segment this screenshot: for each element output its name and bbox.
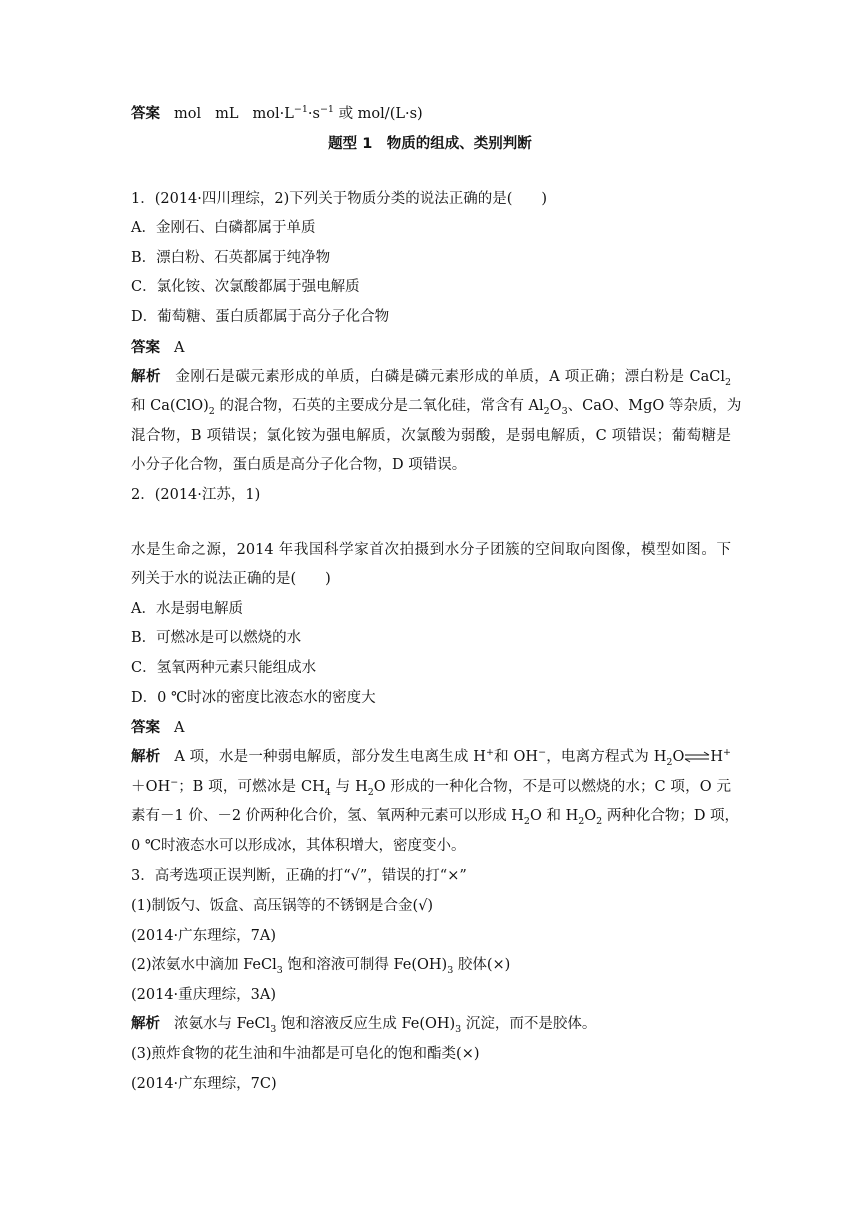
q1-analysis-line-3: 混合物，B 项错误；氯化铵为强电解质，次氯酸为弱酸，是弱电解质，C 项错误；葡萄糖是 bbox=[131, 428, 731, 444]
unit-rate: mol·L bbox=[252, 106, 294, 122]
q1-analysis-line-4: 小分子化合物，蛋白质是高分子化合物，D 项错误。 bbox=[131, 457, 467, 473]
answer-value: A bbox=[174, 340, 185, 356]
q1-analysis-line-1 bbox=[131, 367, 731, 387]
superscript: −1 bbox=[293, 104, 308, 116]
reversible-arrow-icon bbox=[684, 751, 710, 763]
item-text: 胶体(×) bbox=[453, 957, 511, 973]
q3-source-3: (2014·广东理综，7C) bbox=[131, 1076, 277, 1092]
item-text: 饱和溶液可制得 Fe(OH) bbox=[282, 957, 448, 973]
unit-rate-alt: 或 mol/(L·s) bbox=[333, 106, 423, 122]
superscript: −1 bbox=[319, 104, 334, 116]
q2-answer bbox=[131, 718, 731, 738]
analysis-text: ，电离方程式为 H bbox=[546, 749, 667, 765]
analysis-text: 和 OH bbox=[493, 749, 539, 765]
q1-option-d: D．葡萄糖、蛋白质都属于高分子化合物 bbox=[131, 309, 390, 325]
analysis-text: O bbox=[672, 749, 685, 765]
analysis-text: O bbox=[549, 398, 562, 414]
subscript: 4 bbox=[324, 786, 331, 798]
q1-answer bbox=[131, 338, 731, 358]
subscript: 3 bbox=[561, 405, 568, 417]
q3-source-1: (2014·广东理综，7A) bbox=[131, 928, 277, 944]
top-answer-line bbox=[131, 104, 731, 124]
q2-analysis-line-3 bbox=[131, 806, 740, 827]
q3-stem: 3．高考选项正误判断，正确的打“√”，错误的打“×” bbox=[131, 868, 467, 884]
q1-option-a: A．金刚石、白磷都属于单质 bbox=[131, 220, 316, 236]
analysis-text: 与 H bbox=[330, 779, 368, 795]
q2-analysis-line-2 bbox=[131, 777, 731, 797]
subscript: 2 bbox=[596, 815, 603, 827]
q2-option-a: A．水是弱电解质 bbox=[131, 601, 243, 617]
subscript: 3 bbox=[276, 964, 283, 976]
analysis-text: H bbox=[710, 749, 724, 765]
analysis-text: A 项，水是一种弱电解质，部分发生电离生成 H bbox=[174, 749, 486, 765]
q2-analysis-line-4: 0 ℃时液态水可以形成冰，其体积增大，密度变小。 bbox=[131, 838, 466, 854]
q3-item-2 bbox=[131, 955, 731, 975]
answer-label: 答案 bbox=[131, 106, 160, 122]
analysis-text: O bbox=[584, 808, 597, 824]
analysis-text: O 和 H bbox=[529, 808, 579, 824]
q2-option-d: D．0 ℃时冰的密度比液态水的密度大 bbox=[131, 690, 376, 706]
subscript: 2 bbox=[724, 376, 731, 388]
q2-text-line-2: 列关于水的说法正确的是( ) bbox=[131, 571, 331, 587]
subscript: 3 bbox=[447, 964, 454, 976]
q3-item-3: (3)煎炸食物的花生油和牛油都是可皂化的饱和酯类(×) bbox=[131, 1046, 480, 1062]
q2-option-b: B．可燃冰是可以燃烧的水 bbox=[131, 630, 302, 646]
q1-option-c: C．氯化铵、次氯酸都属于强电解质 bbox=[131, 279, 360, 295]
superscript: + bbox=[723, 747, 731, 759]
q3-analysis bbox=[131, 1014, 731, 1034]
unit-rate-s: ·s bbox=[307, 106, 320, 122]
unit-mol: mol bbox=[174, 106, 202, 122]
q1-stem: 1．(2014·四川理综，2)下列关于物质分类的说法正确的是( ) bbox=[131, 191, 548, 207]
q3-item-1: (1)制饭勺、饭盒、高压锅等的不锈钢是合金(√) bbox=[131, 898, 434, 914]
analysis-text: 饱和溶液反应生成 Fe(OH) bbox=[276, 1016, 456, 1032]
answer-value: A bbox=[174, 720, 185, 736]
analysis-text: 两种化合物；D 项， bbox=[602, 808, 740, 824]
analysis-label: 解析 bbox=[131, 1016, 160, 1032]
superscript: − bbox=[538, 747, 547, 759]
q2-text-line-1: 水是生命之源，2014 年我国科学家首次拍摄到水分子团簇的空间取向图像，模型如图。下 bbox=[131, 542, 731, 558]
answer-label: 答案 bbox=[131, 720, 160, 736]
subscript: 2 bbox=[367, 786, 374, 798]
analysis-text: ；B 项，可燃冰是 CH bbox=[178, 779, 325, 795]
item-text: (2)浓氨水中滴加 FeCl bbox=[131, 957, 277, 973]
subscript: 2 bbox=[523, 815, 530, 827]
analysis-label: 解析 bbox=[131, 749, 161, 765]
unit-ml: mL bbox=[215, 106, 239, 122]
subscript: 2 bbox=[578, 815, 585, 827]
q2-stem: 2．(2014·江苏，1) bbox=[131, 487, 261, 503]
superscript: + bbox=[485, 747, 494, 759]
analysis-text: 素有－1 价、－2 价两种化合价，氢、氧两种元素可以形成 H bbox=[131, 808, 524, 824]
analysis-text: ＋OH bbox=[131, 779, 171, 795]
subscript: 3 bbox=[455, 1023, 462, 1035]
q1-option-b: B．漂白粉、石英都属于纯净物 bbox=[131, 250, 331, 266]
answer-label: 答案 bbox=[131, 340, 160, 356]
superscript: − bbox=[170, 777, 179, 789]
q3-source-2: (2014·重庆理综，3A) bbox=[131, 987, 277, 1003]
q1-analysis-line-2 bbox=[131, 396, 742, 417]
analysis-label: 解析 bbox=[131, 369, 161, 385]
analysis-text: 、CaO、MgO 等杂质，为 bbox=[567, 398, 742, 414]
analysis-text: 沉淀，而不是胶体。 bbox=[461, 1016, 597, 1032]
subscript: 2 bbox=[666, 756, 673, 768]
q2-analysis-line-1 bbox=[131, 747, 731, 767]
analysis-text: 的混合物，石英的主要成分是二氧化硅，常含有 Al bbox=[214, 398, 544, 414]
analysis-text: 金刚石是碳元素形成的单质，白磷是磷元素形成的单质，A 项正确；漂白粉是 CaCl bbox=[174, 369, 725, 385]
subscript: 3 bbox=[270, 1023, 277, 1035]
analysis-text: 浓氨水与 FeCl bbox=[174, 1016, 271, 1032]
subscript: 2 bbox=[208, 405, 215, 417]
analysis-text: 和 Ca(ClO) bbox=[131, 398, 209, 414]
subscript: 2 bbox=[543, 405, 550, 417]
q2-option-c: C．氢氧两种元素只能组成水 bbox=[131, 660, 317, 676]
section-title: 题型 1 物质的组成、类别判断 bbox=[328, 136, 532, 152]
analysis-text: O 形成的一种化合物，不是可以燃烧的水；C 项，O 元 bbox=[373, 779, 731, 795]
